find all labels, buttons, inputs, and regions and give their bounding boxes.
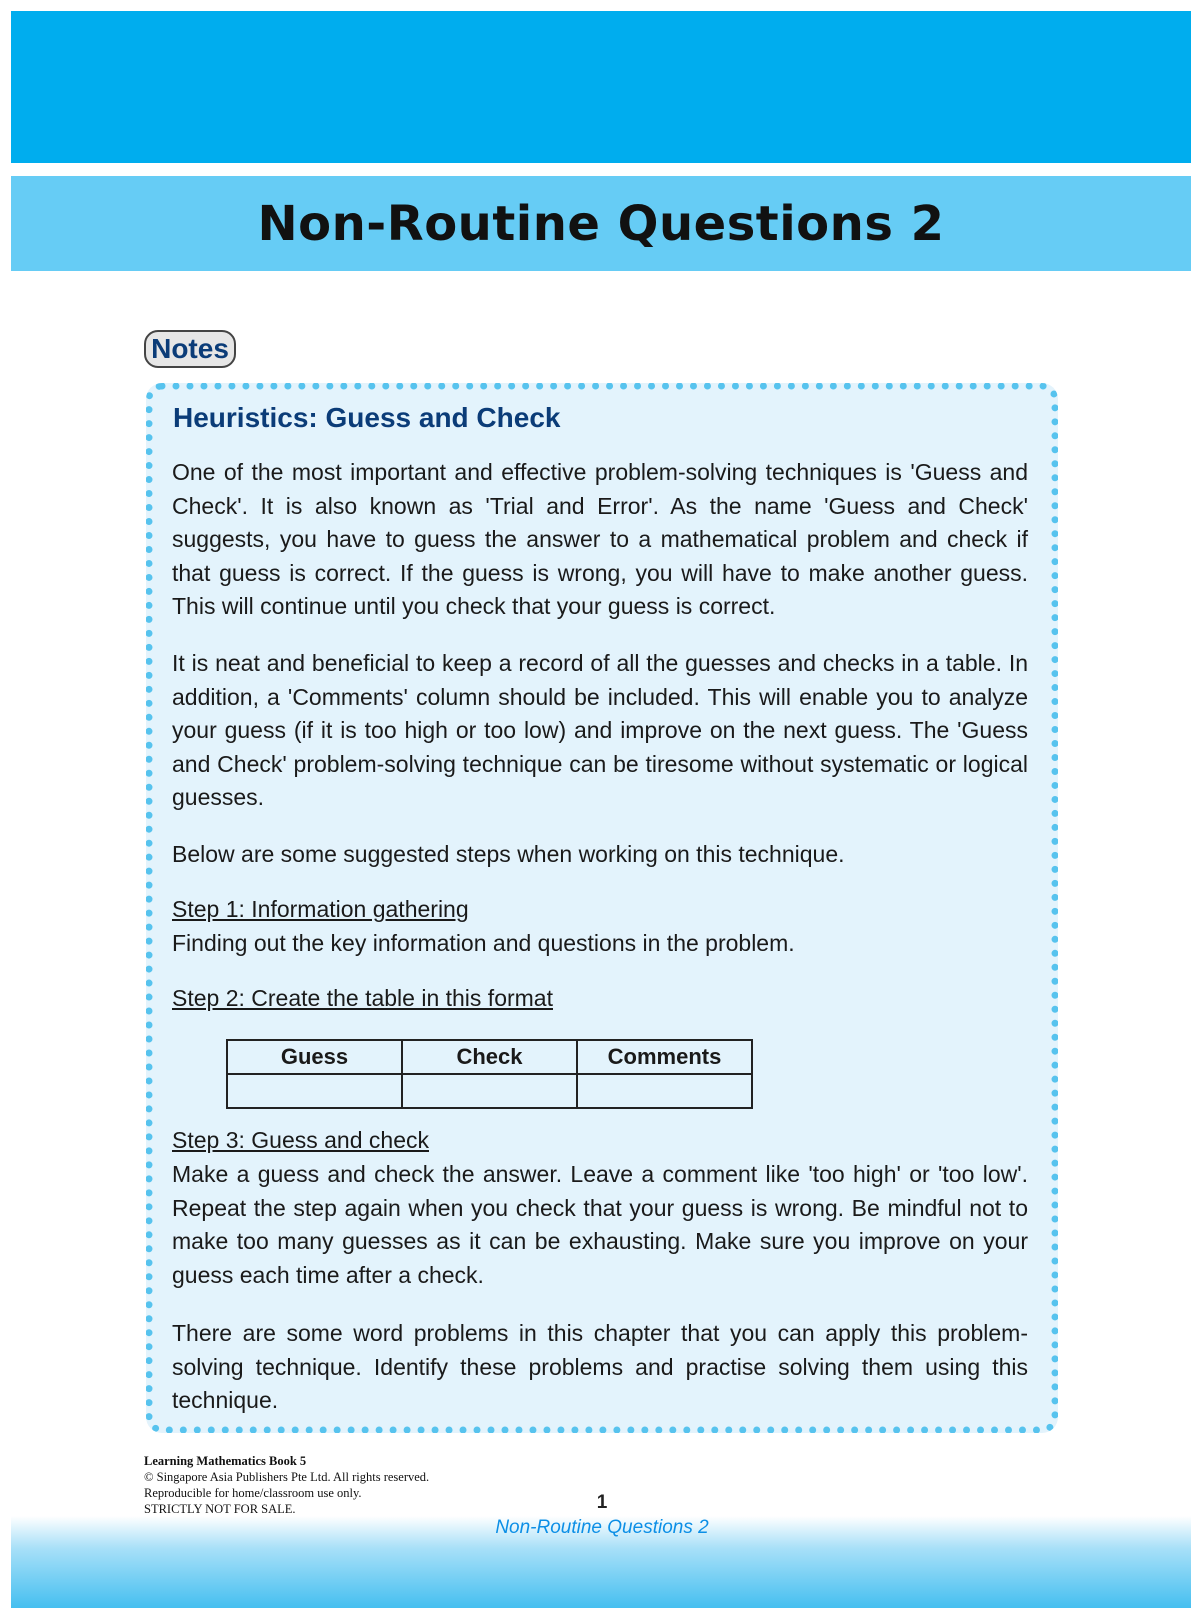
closing-paragraph: There are some word problems in this chapter that you can apply this problem-solving technique. Identify these problems and practise solving them using this technique. [172, 1320, 1028, 1413]
step1-text: Finding out the key information and questions in the problem. [172, 930, 795, 956]
table-header-comments: Comments [577, 1040, 752, 1074]
step2-title: Step 2: Create the table in this format [172, 985, 553, 1011]
table-header-guess: Guess [227, 1040, 402, 1074]
step3-text: Make a guess and check the answer. Leave a comment like 'too high' or 'too low'. Repeat the step again when you check that your guess is wrong. Be mindful not to make too many guesses as it can be exhausting. Make sure you improve on your guess each time after a check. [172, 1161, 1028, 1288]
guess-check-table [226, 1039, 753, 1109]
header-band [11, 11, 1191, 163]
page-title: Non-Routine Questions 2 [257, 195, 945, 252]
notes-tag: Notes [144, 330, 236, 368]
footer-book-title: Learning Mathematics Book 5 [144, 1454, 307, 1468]
table-row [227, 1074, 752, 1108]
table-header-row [227, 1040, 752, 1074]
paragraph-steps-intro: Below are some suggested steps when working on this technique. [172, 841, 845, 867]
table-cell [227, 1074, 402, 1108]
step3-title: Step 3: Guess and check [172, 1127, 429, 1153]
table-cell [577, 1074, 752, 1108]
page-number: 1 [596, 1492, 608, 1513]
footer-chapter-label: Non-Routine Questions 2 [495, 1517, 709, 1538]
paragraph-intro: One of the most important and effective problem-solving techniques is 'Guess and Check'. It is also known as 'Trial and Error'. As the name 'Guess and Check' suggests, you have to guess the answer to a mathematical problem and check if that guess is correct. If the guess is wrong, you will have to make another guess. This will continue until you check that your guess is correct. [172, 459, 1028, 619]
footer-not-for-sale: STRICTLY NOT FOR SALE. [144, 1502, 296, 1516]
paragraph-record: It is neat and beneficial to keep a record of all the guesses and checks in a table. In addition, a 'Comments' column should be included. This will enable you to analyze your guess (if it is too high or too low) and improve on the next guess. The 'Guess and Check' problem-solving technique can be tiresome without systematic or logical guesses. [172, 650, 1028, 810]
table-cell [402, 1074, 577, 1108]
footer-reproducible: Reproducible for home/classroom use only. [144, 1486, 362, 1500]
footer-copyright: © Singapore Asia Publishers Pte Ltd. All rights reserved. [144, 1470, 430, 1484]
step1-title: Step 1: Information gathering [172, 896, 469, 922]
table-header-check: Check [402, 1040, 577, 1074]
notes-heading: Heuristics: Guess and Check [173, 402, 561, 433]
title-banner [11, 176, 1191, 271]
